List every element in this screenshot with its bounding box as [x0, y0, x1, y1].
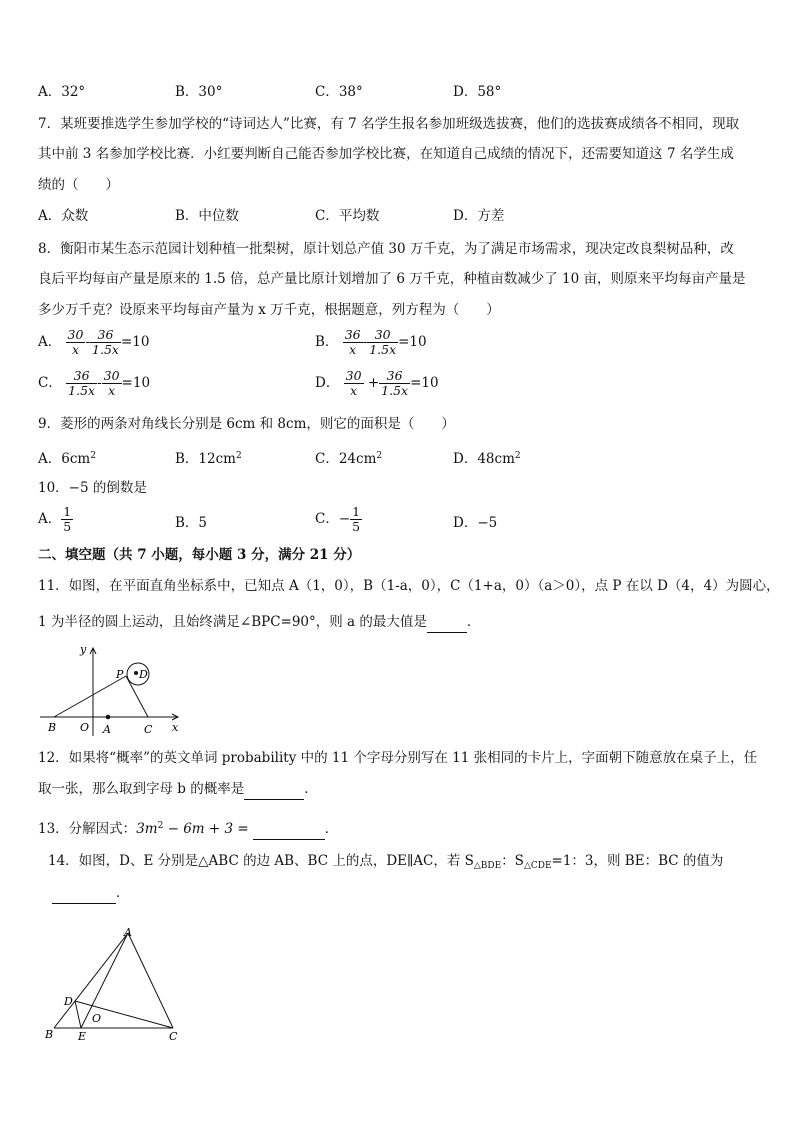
q6-option-c: C．38° [315, 84, 363, 100]
label-x: x [172, 721, 179, 734]
q7-stem-line3: 绩的（ ） [38, 177, 119, 193]
answer-blank [244, 779, 304, 800]
q7-option-d: D．方差 [453, 208, 505, 224]
q7-option-a: A．众数 [38, 208, 89, 224]
q8-option-c: C． $\frac{36}{1.5x}$ - $\frac{30}{x}$ =10 [38, 368, 151, 398]
q7-option-b: B．中位数 [175, 208, 239, 224]
q8-option-d-label: D． [315, 375, 340, 391]
q8-option-c-label: C． [38, 375, 62, 391]
fraction: $\frac{36}{1.5x}$ [68, 368, 96, 398]
fraction: $\frac{1}{5}$ [352, 504, 361, 534]
q8-stem-line3: 多少万千克？设原来平均每亩产量为 x 万千克，根据题意，列方程为（ ） [38, 302, 500, 318]
q12-stem-line2: 取一张，那么取到字母 b 的概率是 ． [38, 779, 318, 800]
q7-option-c: C．平均数 [315, 208, 380, 224]
label-o: O [80, 721, 90, 734]
label-b: B [48, 721, 57, 734]
label-y: y [80, 643, 87, 656]
q8-option-d: D． $\frac{30}{x}$ + $\frac{36}{1.5x}$ =10 [315, 368, 439, 398]
label-e: E [78, 1030, 87, 1043]
q14-triangle-figure [40, 925, 190, 1045]
q8-stem-line1: 8．衡阳市某生态示范园计划种植一批梨树，原计划总产值 30 万千克，为了满足市场需求，现决定改良梨树品种，改 [38, 241, 734, 257]
fraction: $\frac{30}{1.5x}$ [369, 327, 397, 357]
q10-option-b: B．5 [175, 515, 208, 531]
answer-blank [427, 612, 467, 633]
label-p: P [116, 668, 124, 681]
q8-option-a-label: A． [38, 334, 62, 350]
label-o: O [92, 1012, 102, 1025]
fraction: $\frac{36}{x}$ [344, 327, 361, 357]
q10-option-d: D．−5 [453, 515, 498, 531]
q11-coordinate-figure [38, 640, 188, 740]
section-heading-fill-in: 二、填空题（共 7 小题，每小题 3 分，满分 21 分） [38, 547, 361, 563]
q13-stem: 13．分解因式：$3m^2 - 6m + 3$ = ． [38, 816, 338, 840]
answer-blank [253, 819, 325, 840]
q12-stem-line1: 12．如果将“概率”的英文单词 probability 中的 11 个字母分别写在 11 张相同的卡片上，字面朝下随意放在桌子上，任 [38, 750, 758, 766]
label-a: A [124, 926, 132, 939]
answer-blank [52, 883, 116, 904]
q8-option-b-label: B． [315, 334, 339, 350]
label-c: C [144, 723, 153, 736]
q11-stem-line2: 1 为半径的圆上运动，且始终满足∠BPC=90°，则 a 的最大值是 ． [38, 612, 480, 633]
q10-stem: 10．−5 的倒数是 [38, 480, 147, 496]
q7-stem-line2: 其中前 3 名参加学校比赛．小红要判断自己能否参加学校比赛，在知道自己成绩的情况下，还需要知道这 7 名学生成 [38, 146, 734, 162]
q14-stem-line2: ． [52, 883, 130, 904]
q8-stem-line2: 良后平均每亩产量是原来的 1.5 倍，总产量比原计划增加了 6 万千克，种植亩数减少了 10 亩，则原来平均每亩产量是 [38, 271, 746, 287]
label-b: B [45, 1028, 54, 1041]
q8-option-b: B． $\frac{36}{x}$ - $\frac{30}{1.5x}$ =10 [315, 327, 427, 357]
fraction: $\frac{36}{1.5x}$ [381, 368, 409, 398]
fraction: $\frac{1}{5}$ [63, 504, 72, 534]
q9-option-c: C．$24cm^2$ [315, 451, 383, 467]
q7-stem-line1: 7．某班要推选学生参加学校的“诗词达人”比赛，有 7 名学生报名参加班级选拔赛，他们的选拔赛成绩各不相同，现取 [38, 116, 740, 132]
fraction: $\frac{30}{x}$ [345, 368, 362, 398]
fraction: $\frac{36}{1.5x}$ [92, 327, 119, 357]
fraction: $\frac{30}{x}$ [103, 368, 120, 398]
q9-stem: 9．菱形的两条对角线长分别是 6cm 和 8cm，则它的面积是（ ） [38, 416, 455, 432]
q10-option-c: C．− $\frac{1}{5}$ [315, 504, 361, 534]
q10-option-a: A． $\frac{1}{5}$ [38, 504, 72, 534]
label-d: D [64, 995, 73, 1008]
q9-option-d: D．$48cm^2$ [453, 451, 521, 467]
q11-stem-line1: 11．如图，在平面直角坐标系中，已知点 A（1，0），B（1-a，0），C（1+a，0）（a＞0），点 P 在以 D（4，4）为圆心， [38, 578, 780, 594]
q6-option-d: D．58° [453, 84, 502, 100]
q6-option-a: A．32° [38, 84, 86, 100]
q8-option-a: A． $\frac{30}{x}$ - $\frac{36}{1.5x}$ =10 [38, 327, 150, 357]
q9-option-a: A．$6cm^2$ [38, 451, 96, 467]
q9-option-b: B．$12cm^2$ [175, 451, 242, 467]
label-a: A [103, 723, 111, 736]
q6-option-b: B．30° [175, 84, 223, 100]
label-d: D [139, 668, 148, 681]
q14-stem-line1: 14．如图，D、E 分别是△ABC 的边 AB、BC 上的点，DE∥AC，若 $S_{\triangle BDE}$：$S_{\triangle CDE}=1$：3，则 BE：BC 的值为 [48, 853, 724, 871]
label-c: C [169, 1030, 178, 1043]
fraction: $\frac{30}{x}$ [67, 327, 84, 357]
